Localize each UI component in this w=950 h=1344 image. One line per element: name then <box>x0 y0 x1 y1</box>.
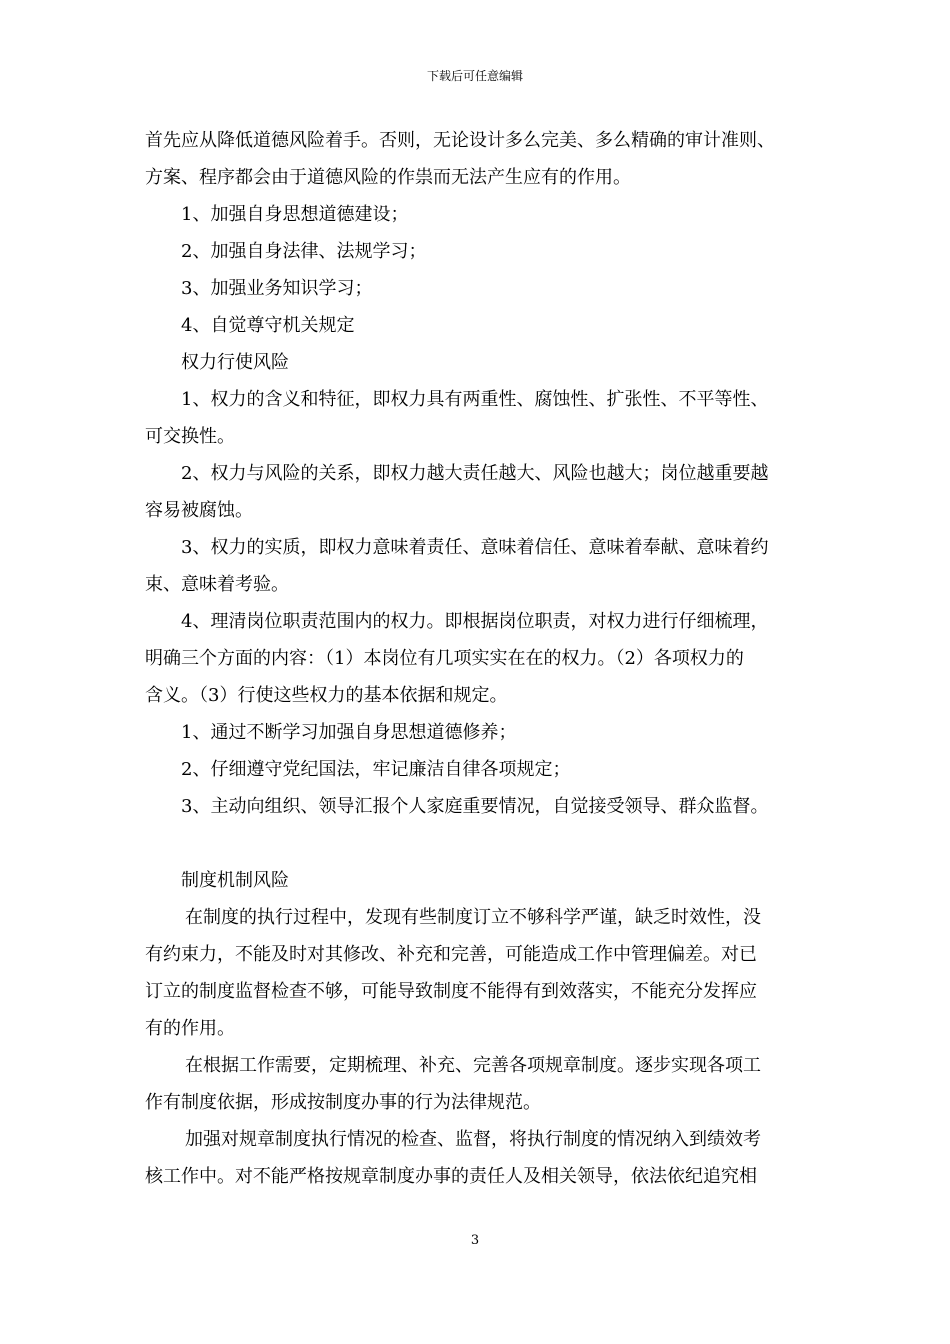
list-item: 3、加强业务知识学习； <box>181 278 373 299</box>
paragraph-line: 方案、程序都会由于道德风险的作祟而无法产生应有的作用。 <box>145 167 631 188</box>
list-item: 1、加强自身思想道德建设； <box>181 204 409 225</box>
paragraph-line: 2、权力与风险的关系，即权力越大责任越大、风险也越大；岗位越重要越 <box>181 463 769 484</box>
paragraph-line: 作有制度依据，形成按制度办事的行为法律规范。 <box>145 1092 541 1113</box>
paragraph-line: 1、权力的含义和特征，即权力具有两重性、腐蚀性、扩张性、不平等性、 <box>181 389 769 410</box>
paragraph-line: 有约束力，不能及时对其修改、补充和完善，可能造成工作中管理偏差。对已 <box>145 944 757 965</box>
paragraph-line: 订立的制度监督检查不够，可能导致制度不能得有到效落实，不能充分发挥应 <box>145 981 757 1002</box>
list-item: 2、仔细遵守党纪国法，牢记廉洁自律各项规定； <box>181 759 571 780</box>
blank-line <box>145 825 815 862</box>
paragraph-line: 加强对规章制度执行情况的检查、监督，将执行制度的情况纳入到绩效考 <box>185 1129 761 1150</box>
paragraph-line: 3、权力的实质，即权力意味着责任、意味着信任、意味着奉献、意味着约 <box>181 537 769 558</box>
document-body <box>145 122 815 1195</box>
paragraph-line: 4、理清岗位职责范围内的权力。即根据岗位职责，对权力进行仔细梳理， <box>181 611 769 632</box>
paragraph-line: 首先应从降低道德风险着手。否则，无论设计多么完美、多么精确的审计准则、 <box>145 130 775 151</box>
paragraph-line: 核工作中。对不能严格按规章制度办事的责任人及相关领导，依法依纪追究相 <box>145 1166 757 1187</box>
page-number: 3 <box>470 1233 480 1248</box>
paragraph-line: 可交换性。 <box>145 426 235 447</box>
section-heading: 权力行使风险 <box>181 352 289 373</box>
paragraph-line: 在制度的执行过程中，发现有些制度订立不够科学严谨，缺乏时效性，没 <box>185 907 761 928</box>
paragraph-line: 含义。（3）行使这些权力的基本依据和规定。 <box>145 685 508 706</box>
page-header: 下载后可任意编辑 <box>426 69 523 83</box>
paragraph-line: 明确三个方面的内容：（1）本岗位有几项实实在在的权力。（2）各项权力的 <box>145 648 744 669</box>
paragraph-line: 在根据工作需要，定期梳理、补充、完善各项规章制度。逐步实现各项工 <box>185 1055 761 1076</box>
paragraph-line: 有的作用。 <box>145 1018 235 1039</box>
list-item: 1、通过不断学习加强自身思想道德修养； <box>181 722 517 743</box>
list-item: 4、自觉尊守机关规定 <box>181 315 355 336</box>
list-item: 2、加强自身法律、法规学习； <box>181 241 427 262</box>
paragraph-line: 容易被腐蚀。 <box>145 500 253 521</box>
paragraph-line: 束、意味着考验。 <box>145 574 289 595</box>
list-item: 3、主动向组织、领导汇报个人家庭重要情况，自觉接受领导、群众监督。 <box>181 796 769 817</box>
section-heading: 制度机制风险 <box>181 870 289 891</box>
